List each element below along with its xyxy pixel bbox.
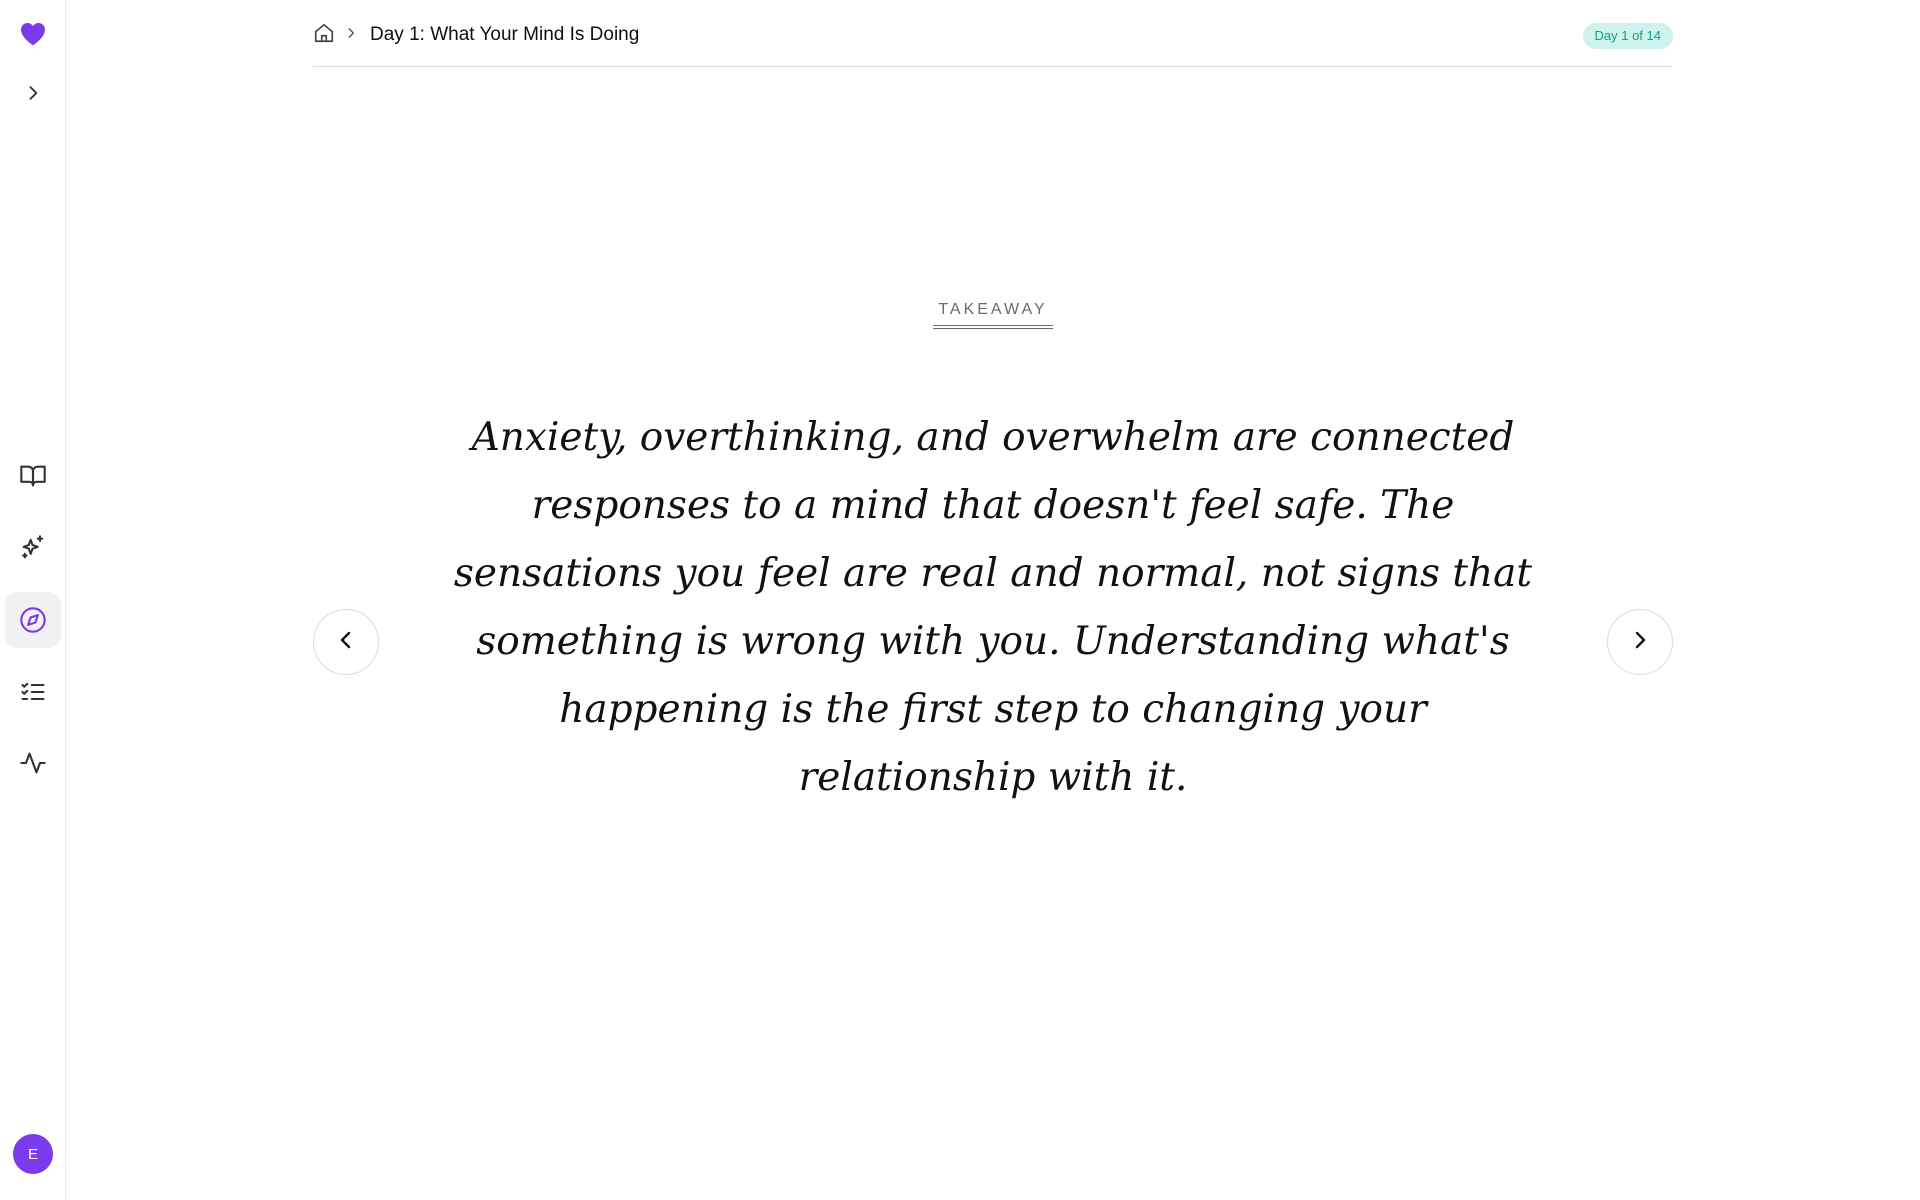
sidebar-item-explore[interactable] bbox=[5, 592, 61, 648]
page-title: Day 1: What Your Mind Is Doing bbox=[370, 24, 640, 45]
activity-icon bbox=[19, 749, 47, 777]
previous-button[interactable] bbox=[313, 609, 379, 675]
next-button[interactable] bbox=[1607, 609, 1673, 675]
sidebar-item-activity[interactable] bbox=[5, 735, 61, 791]
compass-icon bbox=[19, 606, 47, 634]
home-icon[interactable] bbox=[313, 22, 335, 44]
heart-icon[interactable] bbox=[5, 5, 61, 61]
sparkles-icon bbox=[19, 534, 47, 562]
section-label: TAKEAWAY bbox=[933, 301, 1053, 329]
sidebar-item-checklist[interactable] bbox=[5, 664, 61, 720]
sidebar bbox=[0, 0, 66, 1200]
book-open-icon bbox=[19, 462, 47, 490]
sidebar-item-sparkles[interactable] bbox=[5, 520, 61, 576]
chevron-left-icon bbox=[334, 628, 358, 657]
chevron-right-icon bbox=[343, 25, 359, 41]
takeaway-quote: Anxiety, overthinking, and overwhelm are connected responses to a mind that doesn't feel safe. The sensations you feel are real and normal, not signs that something is wrong with you. Understanding what's happening is the first step to changing your relationship with it. bbox=[453, 415, 1533, 800]
chevron-right-icon bbox=[1628, 628, 1652, 657]
list-checks-icon bbox=[19, 678, 47, 706]
chevron-right-icon[interactable] bbox=[5, 65, 61, 121]
status-badge: Day 1 of 14 bbox=[1583, 23, 1674, 49]
breadcrumb bbox=[313, 0, 1673, 67]
sidebar-item-library[interactable] bbox=[5, 448, 61, 504]
avatar[interactable]: E bbox=[13, 1134, 53, 1174]
